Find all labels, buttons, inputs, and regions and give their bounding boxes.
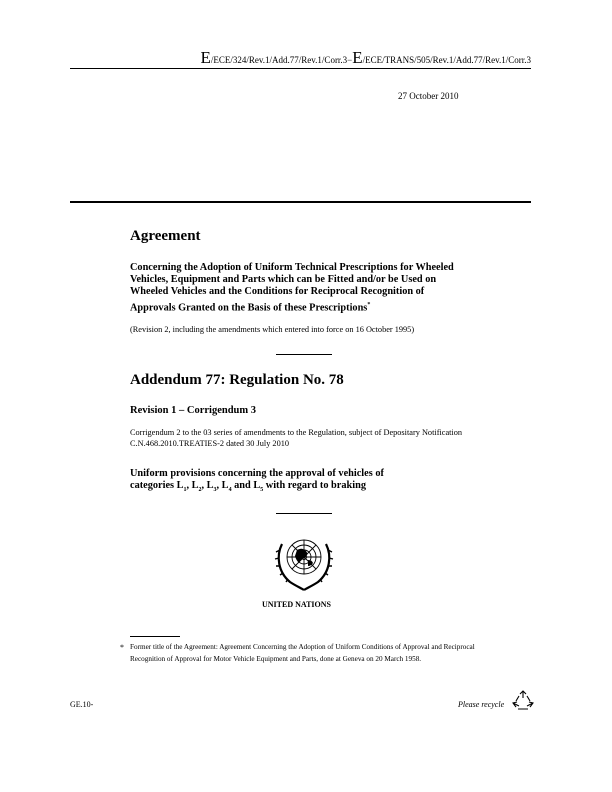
divider-short-2: [276, 513, 332, 514]
footnote-mark: *: [120, 643, 124, 652]
un-emblem-icon: [268, 528, 340, 594]
document-date: 27 October 2010: [398, 91, 459, 101]
footnote-text: Former title of the Agreement: Agreement Concerning the Adoption of Uniform Conditions of Approval and Reciprocal Recognition of Approval for Motor Vehicle Equipment and Parts, done at Geneva on 20 March 1958.: [130, 643, 475, 663]
revision-note: (Revision 2, including the amendments which entered into force on 16 October 1995): [130, 325, 415, 334]
agreement-subtitle-text: Concerning the Adoption of Uniform Technical Prescriptions for Wheeled Vehicles, Equipment and Parts which can be Fitted and/or be Used on Wheeled Vehicles and the Conditions for Reciprocal Recognition of Approvals Granted on the Basis of these Prescriptions: [130, 262, 454, 314]
symbol-letter-e2: E: [352, 48, 363, 67]
agreement-title: Agreement: [130, 228, 201, 244]
provisions-line-2: categories $L_1$, $L_2$, $L_3$, $L_4$ and $L_5$ with regard to braking: [130, 480, 366, 494]
revision-heading: Revision 1 – Corrigendum 3: [130, 405, 256, 416]
provisions-title: [130, 468, 490, 496]
provisions-line-1: Uniform provisions concerning the approval of vehicles of: [130, 468, 384, 479]
divider-short-1: [276, 354, 332, 355]
symbol-letter-e1: E: [200, 48, 211, 67]
section-rule: [70, 201, 531, 203]
footnote: [120, 642, 480, 665]
subtitle-footnote-mark: *: [367, 301, 371, 308]
agreement-subtitle: [130, 262, 460, 314]
footnote-rule: [130, 636, 180, 637]
organization-name: UNITED NATIONS: [262, 600, 331, 609]
symbol-text-2: /ECE/TRANS/505/Rev.1/Add.77/Rev.1/Corr.3: [362, 55, 531, 65]
recycle-icon: [512, 690, 534, 712]
job-number: GE.10-: [70, 700, 94, 709]
header-rule: [70, 68, 531, 69]
symbol-text-1: /ECE/324/Rev.1/Add.77/Rev.1/Corr.3−: [210, 55, 353, 65]
corrigendum-text: Corrigendum 2 to the 03 series of amendments to the Regulation, subject of Depositary Notification C.N.468.2010.TREATIES-2 dated 30 July 2010: [130, 428, 463, 448]
document-symbol: [200, 48, 531, 68]
recycle-text: Please recycle: [458, 700, 505, 709]
addendum-title: Addendum 77: Regulation No. 78: [130, 372, 344, 388]
